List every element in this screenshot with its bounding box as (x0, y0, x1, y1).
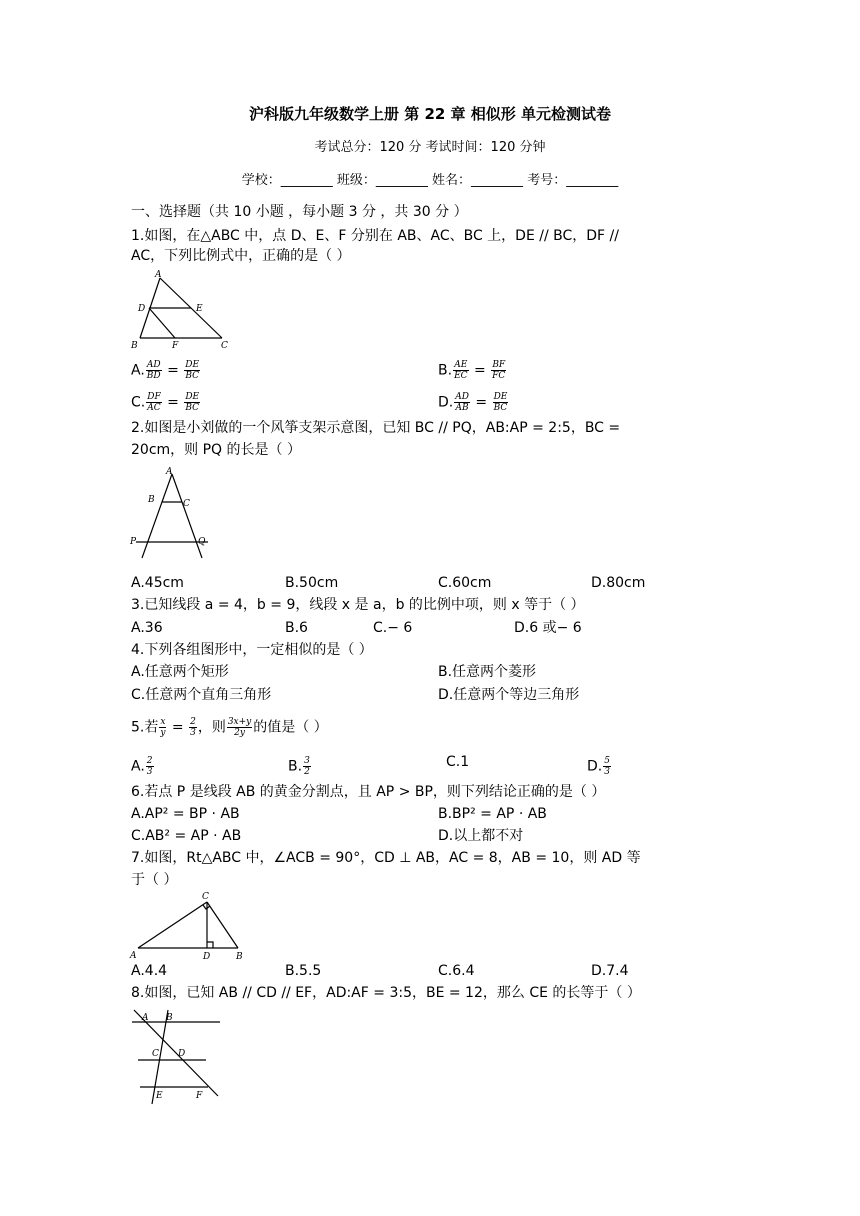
q1-label-E: E (196, 304, 203, 314)
q7-label-D: D (203, 952, 211, 962)
q2-option-c[interactable]: C.60cm (438, 575, 492, 591)
q2-label-P: P (130, 537, 137, 547)
page-title: 沪科版九年级数学上册 第 22 章 相似形 单元检测试卷 (249, 105, 611, 123)
q1-triangle-figure (130, 270, 240, 352)
q6-option-b[interactable]: B.BP² = AP · AB (438, 806, 547, 822)
q3-stem: 3.已知线段 a = 4，b = 9，线段 x 是 a，b 的比例中项，则 x 等于（ ） (131, 597, 585, 613)
q7-label-C: C (202, 892, 209, 902)
q6-stem: 6.若点 P 是线段 AB 的黄金分割点，且 AP > BP，则下列结论正确的是（ ） (131, 784, 606, 800)
q1-option-d[interactable]: D. $\frac{AD}{AB}$ = $\frac{DE}{BC}$ (438, 392, 508, 413)
q4-option-b[interactable]: B.任意两个菱形 (438, 664, 537, 680)
q1-stem-line1: 1.如图，在△ABC 中，点 D、E、F 分别在 AB、AC、BC 上，DE // BC，DF // (131, 228, 619, 244)
q6-option-a[interactable]: A.AP² = BP · AB (131, 806, 240, 822)
q7-option-b[interactable]: B.5.5 (285, 963, 322, 979)
q2-kite-figure (128, 466, 218, 566)
q2-label-C: C (183, 499, 190, 509)
q8-stem: 8.如图，已知 AB // CD // EF，AD:AF = 3:5，BE = 12，那么 CE 的长等于（ ） (131, 985, 641, 1001)
q1-option-c[interactable]: C. $\frac{DF}{AC}$ = $\frac{DE}{BC}$ (131, 392, 200, 413)
q5-option-d[interactable]: D. $\frac{5}{3}$ (587, 756, 610, 777)
q7-stem-line1: 7.如图，Rt△ABC 中，∠ACB = 90°，CD ⊥ AB，AC = 8，AB = 10，则 AD 等 (131, 850, 641, 866)
q2-option-a[interactable]: A.45cm (131, 575, 184, 591)
q1-label-F: F (172, 341, 179, 351)
q4-option-a[interactable]: A.任意两个矩形 (131, 664, 229, 680)
q4-stem: 4.下列各组图形中，一定相似的是（ ） (131, 642, 373, 658)
q1-label-B: B (131, 341, 138, 351)
q8-label-D: D (178, 1049, 186, 1059)
q8-label-F: F (196, 1091, 203, 1101)
q8-label-B: B (166, 1013, 173, 1023)
q7-right-triangle-figure (128, 890, 248, 962)
q5-option-c[interactable]: C.1 (446, 754, 470, 770)
q7-option-c[interactable]: C.6.4 (438, 963, 475, 979)
q3-option-c[interactable]: C.− 6 (373, 620, 413, 636)
q8-label-C: C (152, 1049, 159, 1059)
q6-option-c[interactable]: C.AB² = AP · AB (131, 828, 242, 844)
q7-label-A: A (130, 951, 137, 961)
section-heading: 一、选择题（共 10 小题 ，每小题 3 分 ，共 30 分 ） (131, 204, 468, 220)
q8-label-E: E (156, 1091, 163, 1101)
q3-option-a[interactable]: A.36 (131, 620, 163, 636)
q2-label-A: A (166, 467, 173, 477)
q1-label-D: D (138, 304, 146, 314)
q4-option-d[interactable]: D.任意两个等边三角形 (438, 687, 580, 703)
q7-label-B: B (236, 952, 243, 962)
q2-option-b[interactable]: B.50cm (285, 575, 339, 591)
q8-label-A: A (142, 1013, 149, 1023)
q5-stem: 5.若 $\frac{x}{y}$ = $\frac{2}{3}$ ，则 $\frac{3x+y}{2y}$ 的值是（ ） (131, 717, 328, 738)
q1-label-A: A (155, 270, 162, 280)
student-info-fields: 学校：________ 班级：________ 姓名：________ 考号：________ (241, 173, 619, 188)
exam-meta: 考试总分：120 分 考试时间：120 分钟 (314, 140, 546, 155)
q1-option-a[interactable]: A. $\frac{AD}{BD}$ = $\frac{DE}{BC}$ (131, 360, 200, 381)
q6-option-d[interactable]: D.以上都不对 (438, 828, 524, 844)
q3-option-d[interactable]: D.6 或− 6 (514, 620, 582, 636)
q1-option-b[interactable]: B. $\frac{AE}{EC}$ = $\frac{BF}{FC}$ (438, 360, 506, 381)
q7-stem-line2: 于（ ） (131, 872, 178, 888)
q2-option-d[interactable]: D.80cm (591, 575, 646, 591)
q2-stem-line1: 2.如图是小刘做的一个风筝支架示意图，已知 BC // PQ，AB:AP = 2:5，BC = (131, 420, 621, 436)
q4-option-c[interactable]: C.任意两个直角三角形 (131, 687, 272, 703)
q7-option-a[interactable]: A.4.4 (131, 963, 168, 979)
q1-stem-line2: AC，下列比例式中，正确的是（ ） (131, 248, 351, 264)
q5-option-b[interactable]: B. $\frac{3}{2}$ (288, 756, 310, 777)
q3-option-b[interactable]: B.6 (285, 620, 308, 636)
q2-stem-line2: 20cm，则 PQ 的长是（ ） (131, 442, 301, 458)
q5-option-a[interactable]: A. $\frac{2}{3}$ (131, 756, 153, 777)
q2-label-B: B (148, 495, 155, 505)
q1-label-C: C (221, 341, 228, 351)
q7-option-d[interactable]: D.7.4 (591, 963, 629, 979)
q2-label-Q: Q (198, 537, 206, 547)
q8-parallel-lines-figure (128, 1008, 228, 1108)
